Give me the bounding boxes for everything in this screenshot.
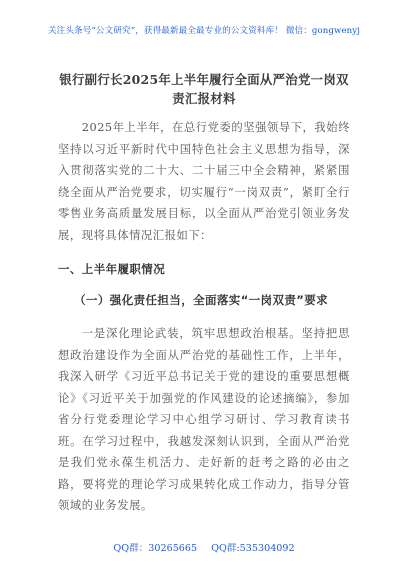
footer-qq-group-2: QQ群:535304092	[211, 543, 295, 554]
intro-paragraph: 2025年上半年，在总行党委的坚强领导下，我始终坚持以习近平新时代中国特色社会主义思想为指导，深入贯彻落实党的二十大、二十届三中全会精神，紧紧围绕全面从严治党要求，切实履行“一岗双责”，紧盯全行零售业务高质量发展目标，以全面从严治党引领业务发展，现将具体情况汇报如下：	[58, 121, 350, 242]
section-heading: 一、上半年履职情况	[58, 262, 166, 276]
document-title: 银行副行长2025年上半年履行全面从严治党一岗双责汇报材料	[59, 72, 349, 106]
subsection-heading: （一）强化责任担当，全面落实“一岗双责”要求	[74, 292, 329, 307]
document-body	[58, 117, 350, 517]
header-banner: 关注头条号“公文研究”，获得最新最全最专业的公文资料库！ 微信：gongwenyj	[47, 26, 361, 36]
footer-qq-group-1: QQ群：30265665	[113, 543, 198, 554]
footer-contact	[0, 540, 408, 554]
body-paragraph: 一是深化理论武装，筑牢思想政治根基。坚持把思想政治建设作为全面从严治党的基础性工作，上半年，我深入研学《习近平总书记关于党的建设的重要思想概论》《习近平关于加强党的作风建设的论述摘编》，参加省分行党委理论学习中心组学习研讨、学习教育读书班。在学习过程中，我越发深刻认识到，全面从严治党是我们党永葆生机活力、走好新的赶考之路的必由之路，要将党的理论学习成果转化成工作动力，指导分管领域的业务发展。	[58, 327, 350, 512]
